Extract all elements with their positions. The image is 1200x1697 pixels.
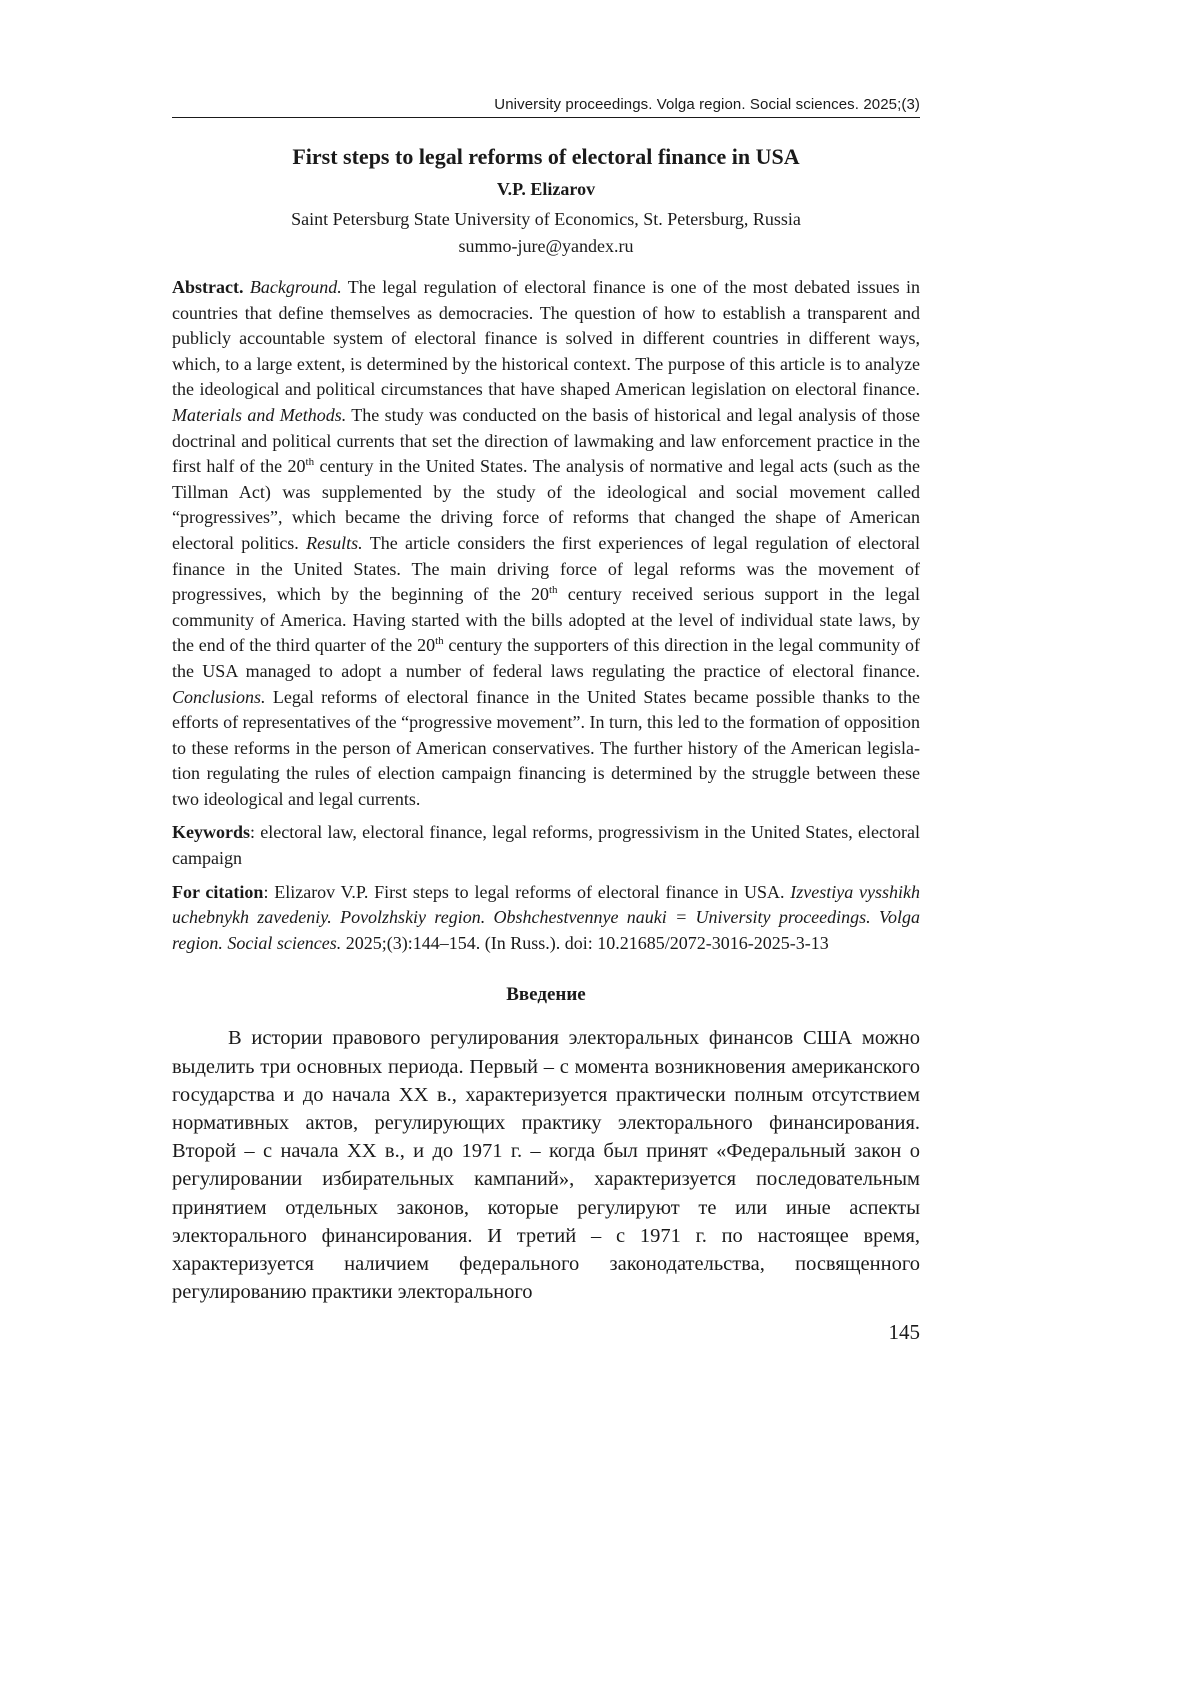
abstract-label: Abstract. — [172, 277, 244, 297]
abstract-block — [172, 275, 920, 812]
citation-text-2: 2025;(3):144–154. (In Russ.). doi: 10.21685/2072-3016-2025-3-13 — [341, 932, 829, 953]
author-affiliation: Saint Petersburg State University of Economics, St. Petersburg, Russia — [291, 209, 801, 229]
background-text: The legal regulation of electoral finance is one of the most debated issues in countries that define themselves as democracies. The question of how to establish a transparent and publicly accountable system of electoral finance is solved in different countries in different ways, which, to a large extent, is determined by the historical context. The purpose of this article is to analyze the ideological and political circumstances that have shaped American legislation on electoral finance. — [172, 277, 920, 400]
running-header: University proceedings. Volga region. Social sciences. 2025;(3) — [172, 96, 920, 118]
document-page — [172, 96, 920, 1345]
article-title: First steps to legal reforms of electoral finance in USA — [292, 144, 800, 169]
keywords-block — [172, 820, 920, 871]
superscript-th: th — [305, 456, 315, 469]
methods-text-2: century in the United States. The analysis of normative and legal acts (such as the Tillman Act) was supplemented by the study of the ideological and social movement called “progressives”, which became the driving force of reforms that changed the shape of American electoral politics. — [172, 456, 921, 553]
conclusions-text: Legal reforms of electoral finance in the United States became possible thanks to the efforts of representatives of the “progressive movement”. In turn, this led to the formation of opposition to these reforms in the person of American conservatives. The further history of the American legislation regulating the rules of election campaign financing is determined by the struggle between these two ideological and legal currents. — [172, 686, 920, 809]
methods-label: Materials and Methods. — [172, 404, 347, 425]
conclusions-label: Conclusions. — [172, 686, 266, 707]
author-name: V.P. Elizarov — [496, 179, 596, 199]
page-number: 145 — [888, 1320, 920, 1345]
citation-journal: Izvestiya vysshikh uchebnykh zavedeniy. Povolzhskiy region. Obshchestvennye nauki = University proceedings. Volga region. Social sciences. — [172, 881, 921, 953]
author-email[interactable]: summo-jure@yandex.ru — [458, 236, 634, 256]
background-label: Background. — [249, 277, 342, 297]
superscript-th: th — [435, 635, 444, 648]
keywords-label: Keywords — [172, 822, 250, 843]
citation-block — [172, 880, 920, 957]
keywords-text: : electoral law, electoral finance, legal reforms, progressivism in the United States, electoral campaign — [172, 822, 920, 869]
results-text-2: century received serious support in the legal community of America. Having started with the bills adopted at the level of individual state laws, by the end of the third quarter of the 20 — [172, 584, 920, 656]
introduction-paragraph: В истории правового регулирования электоральных финансов США можно выделить три основных периода. Первый – с момента возникновения американского государства и до начала XX в., характеризуется практически полным отсутствием нормативных актов, регулирующих практику электорального финансирования. Второй – с начала XX в., и до 1971 г. – когда был принят «Федеральный закон о регулировании избирательных кампаний», характеризуется последовательным принятием отдельных законов, которые регулируют те или иные аспекты электорального финансирования. И третий – с 1971 г. по настоящее время, характеризуется наличием федерального законодательства, посвященного регулированию практики электорального — [172, 1027, 920, 1304]
citation-label: For citation — [172, 881, 264, 902]
citation-text-1: : Elizarov V.P. First steps to legal reforms of electoral finance in USA. — [263, 881, 791, 902]
results-text-3: century the supporters of this direction in the legal community of the USA managed to adopt a number of federal laws regulating the practice of electoral finance. — [172, 635, 920, 681]
superscript-th: th — [548, 584, 558, 597]
results-text-1: The article considers the first experiences of legal regulation of electoral finance in the United States. The main driving force of legal reforms was the movement of progressives, which by the beginning of the 20 — [172, 532, 921, 605]
results-label: Results. — [306, 532, 363, 553]
methods-text-1: The study was conducted on the basis of historical and legal analysis of those doctrinal and political currents that set the direction of lawmaking and law enforcement practice in the first half of the 20 — [172, 404, 920, 477]
section-heading-introduction: Введение — [506, 984, 586, 1006]
